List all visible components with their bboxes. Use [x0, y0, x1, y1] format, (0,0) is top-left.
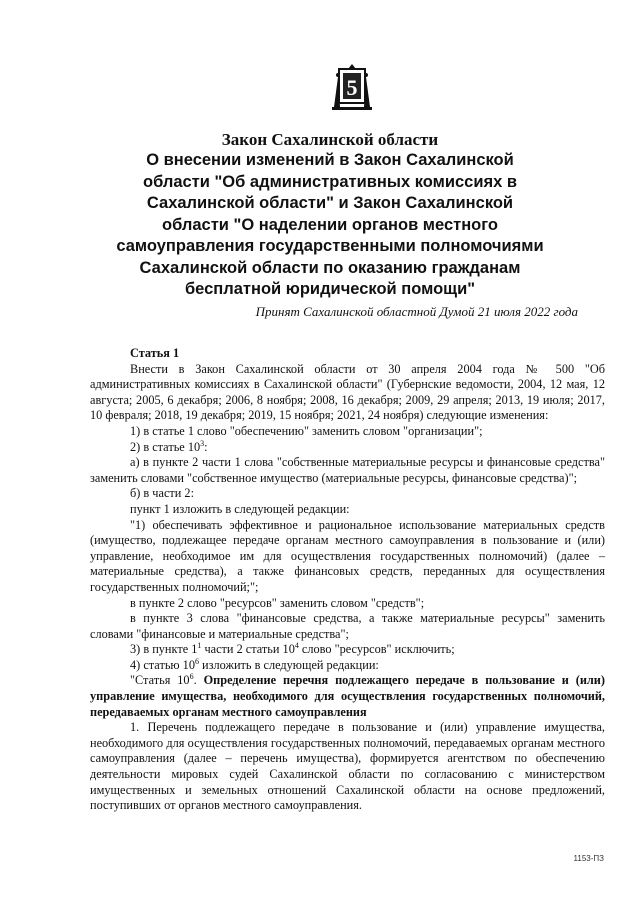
amendment-subitem: а) в пункте 2 части 1 слова "собственные материальные ресурсы и финансовые средства" заменить словами "собственное имущество (материальные ресурсы, финансовые средства)";: [90, 455, 605, 485]
law-subtitle-line: Сахалинской области" и Закон Сахалинской: [146, 194, 514, 212]
adoption-note: Принят Сахалинской областной Думой 21 июля 2022 года: [255, 304, 578, 319]
law-subtitle-line: области "Об административных комиссиях в: [142, 172, 518, 191]
superscript: 6: [189, 672, 194, 682]
amendment-paragraph: в пункте 2 слово "ресурсов" заменить словом "средств";: [130, 595, 425, 610]
item-text: :: [204, 439, 208, 454]
law-subtitle-line: Сахалинской области по оказанию гражданам: [139, 258, 521, 277]
item-text: 2) в статье 10: [130, 439, 201, 454]
superscript: 1: [197, 641, 202, 651]
document-number: 1153-ПЗ: [573, 854, 604, 863]
coat-of-arms-icon: [330, 63, 374, 113]
item-text: 4) статью 10: [130, 657, 195, 672]
superscript: 4: [294, 641, 299, 651]
amendment-paragraph: в пункте 3 слова "финансовые средства, а также материальные ресурсы" заменить словами "финансовые и материальные средства";: [90, 611, 605, 641]
item-text: .: [193, 673, 204, 688]
svg-text:5: 5: [346, 75, 358, 100]
amendment-quote: "1) обеспечивать эффективное и рациональное использование материальных средств (имущество, подлежащее передаче органам местного самоуправления в пользование и (или) управление, необходимое им для осуществления государственных полномочий) (далее – материальные средства), а также финансовых средств, переданных для осуществления государственных полномочий;";: [90, 517, 605, 594]
law-subtitle-line: бесплатной юридической помощи": [184, 280, 476, 298]
amendment-subitem: б) в части 2:: [130, 486, 195, 501]
new-article-heading: [90, 673, 605, 720]
article-intro: Внести в Закон Сахалинской области от 30 апреля 2004 года № 500 "Об административных комиссиях в Сахалинской области" (Губернские ведомости, 2004, 12 мая, 12 августа; 2005, 6 декабря; 2006, 8 ноября; 2008, 16 декабря; 2009, 29 апреля; 2013, 19 июля; 2017, 10 февраля; 2018, 19 декабря; 2019, 15 ноября; 2021, 24 ноября) следующие изменения:: [90, 361, 605, 423]
superscript: 6: [194, 656, 199, 666]
new-article-paragraph: 1. Перечень подлежащего передаче в пользование и (или) управление имущества, необходимого для осуществления государственных полномочий, передаваемых органам местного самоуправления (далее – перечень имущества), формируется агентством по обеспечению деятельности мировых судей Сахалинской области по согласованию с министерством имущественных и земельных отношений Сахалинской области на основе предложений, поступивших от органов местного самоуправления.: [90, 720, 605, 813]
law-subtitle-line: О внесении изменений в Закон Сахалинской: [146, 151, 514, 169]
item-text: изложить в следующей редакции:: [198, 657, 379, 672]
law-title: Закон Сахалинской области: [221, 130, 439, 149]
law-subtitle-line: области "О наделении органов местного: [162, 215, 498, 234]
new-article-title: Определение перечня подлежащего передаче в пользование и (или) управление имущества, необходимого для осуществления государственных полномочий, передаваемых органам местного самоуправления: [90, 673, 605, 719]
amendment-paragraph: пункт 1 изложить в следующей редакции:: [130, 501, 350, 516]
superscript: 3: [200, 438, 205, 448]
amendment-item: 1) в статье 1 слово "обеспечению" заменить словом "организации";: [130, 423, 483, 438]
title-block: [95, 130, 565, 301]
item-text: части 2 статьи 10: [201, 642, 295, 657]
item-text: "Статья 10: [130, 673, 190, 688]
law-subtitle-line: самоуправления государственными полномочиями: [116, 237, 544, 255]
item-text: 3) в пункте 1: [130, 642, 198, 657]
article-heading: Статья 1: [130, 346, 180, 360]
amendment-item: [90, 642, 605, 658]
item-text: слово "ресурсов" исключить;: [298, 642, 455, 657]
document-body: [90, 346, 605, 814]
amendment-item: [90, 658, 605, 674]
amendment-item: [90, 440, 605, 456]
